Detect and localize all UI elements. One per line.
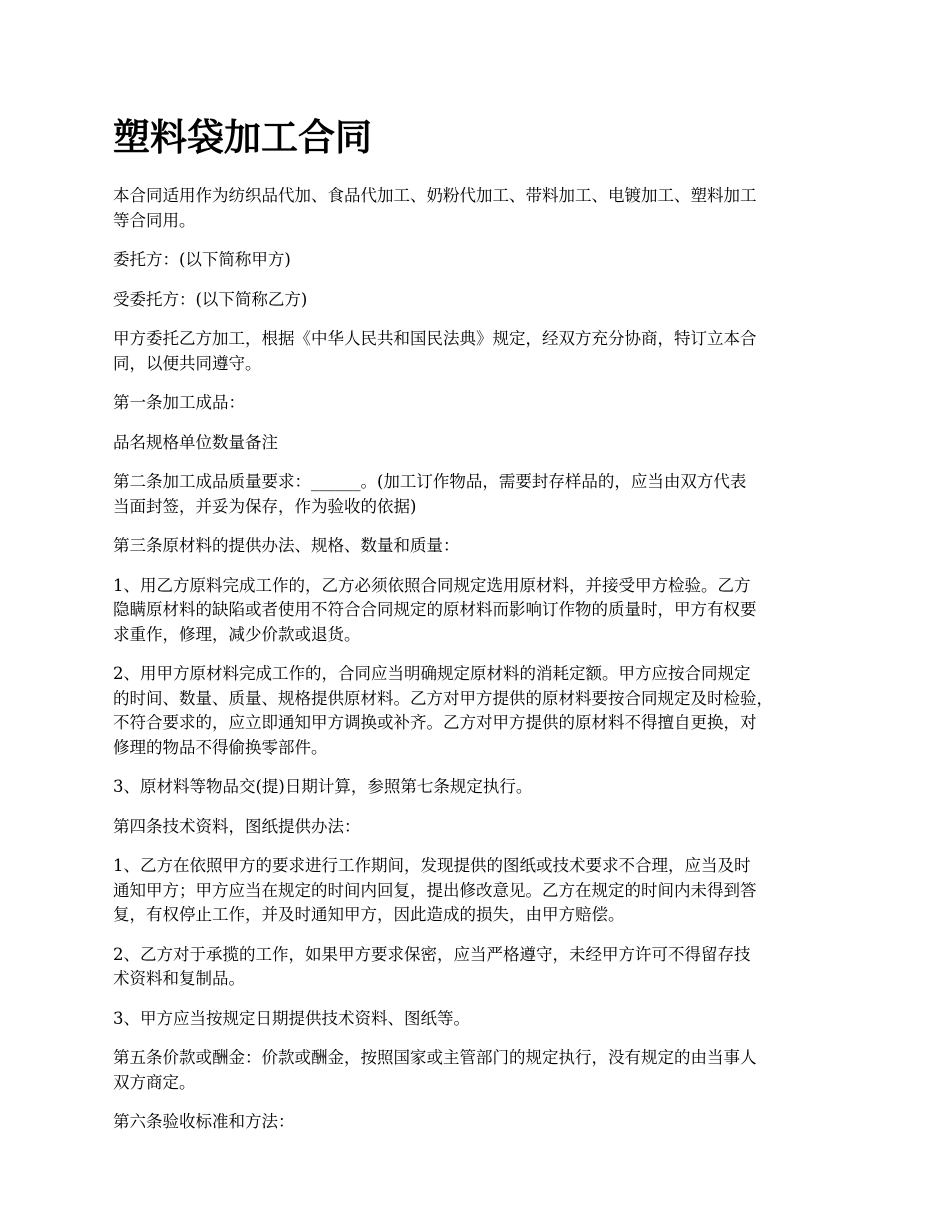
article-3-clause-1: 1、用乙方原料完成工作的，乙方必须依照合同规定选用原材料，并接受甲方检验。乙方 隐瞒原材料的缺陷或者使用不符合合同规定的原材料而影响订作物的质量时，甲方有权要 求重作，修理，减少价款或退货。	[113, 575, 757, 644]
article-3-clause-2: 2、用甲方原材料完成工作的，合同应当明确规定原材料的消耗定额。甲方应按合同规定 的时间、数量、质量、规格提供原材料。乙方对甲方提供的原材料要按合同规定及时检验， 不符合要求的，应立即通知甲方调换或补齐。乙方对甲方提供的原材料不得擅自更换，对 修理的物品不得偷换零部件。	[113, 664, 773, 757]
article-4-heading: 第四条技术资料，图纸提供办法：	[113, 816, 361, 836]
product-table-header: 品名规格单位数量备注	[113, 432, 278, 452]
article-3-heading: 第三条原材料的提供办法、规格、数量和质量：	[113, 536, 460, 555]
article-3-clause-3: 3、原材料等物品交(提)日期计算，参照第七条规定执行。	[113, 777, 533, 796]
document-title: 塑料袋加工合同	[113, 115, 372, 159]
paragraph-preamble: 甲方委托乙方加工，根据《中华人民共和国民法典》规定，经双方充分协商，特订立本合 同，以便共同遵守。	[113, 329, 757, 373]
article-4-clause-3: 3、甲方应当按规定日期提供技术资料、图纸等。	[113, 1008, 470, 1028]
paragraph-party-b: 受委托方：(以下简称乙方)	[113, 289, 308, 309]
paragraph-scope: 本合同适用作为纺织品代加、食品代加工、奶粉代加工、带料加工、电镀加工、塑料加工 等合同用。	[113, 186, 757, 230]
article-4-clause-1: 1、乙方在依照甲方的要求进行工作期间，发现提供的图纸或技术要求不合理，应当及时 通知甲方；甲方应当在规定的时间内回复，提出修改意见。乙方在规定的时间内未得到答 复，有权停止工作，并及时通知甲方，因此造成的损失，由甲方赔偿。	[113, 856, 757, 924]
document-page	[113, 112, 843, 1150]
article-6-heading: 第六条验收标准和方法：	[113, 1112, 295, 1131]
article-4-clause-2: 2、乙方对于承揽的工作，如果甲方要求保密，应当严格遵守，未经甲方许可不得留存技 术资料和复制品。	[113, 944, 751, 988]
article-2: 第二条加工成品质量要求：______。(加工订作物品，需要封存样品的，应当由双方代表 当面封签，并妥为保存，作为验收的依据)	[113, 472, 747, 516]
article-5: 第五条价款或酬金：价款或酬金，按照国家或主管部门的规定执行，没有规定的由当事人 双方商定。	[113, 1048, 757, 1092]
paragraph-party-a: 委托方：(以下简称甲方)	[113, 250, 291, 269]
article-1-heading: 第一条加工成品：	[113, 393, 245, 412]
